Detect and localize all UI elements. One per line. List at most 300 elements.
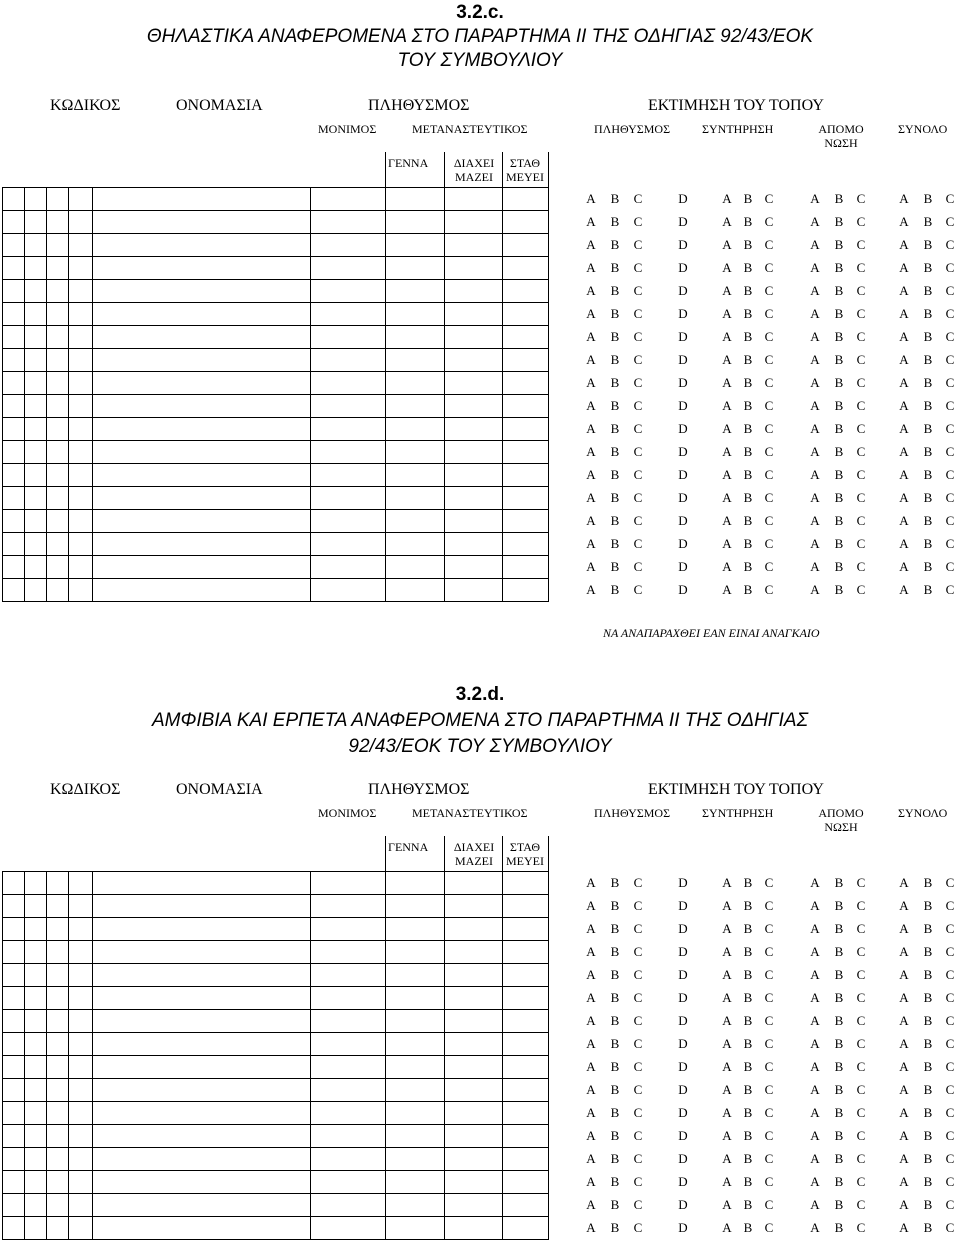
rating-option-c[interactable]: C: [633, 375, 643, 390]
rating-option-b[interactable]: B: [834, 1174, 844, 1189]
blank-cell[interactable]: [385, 963, 444, 986]
blank-cell[interactable]: [92, 532, 310, 555]
rating-option-b[interactable]: B: [923, 490, 933, 505]
blank-cell[interactable]: [444, 1124, 502, 1147]
rating-option-b[interactable]: B: [743, 536, 753, 551]
blank-cell[interactable]: [2, 509, 24, 532]
blank-cell[interactable]: [68, 1101, 92, 1124]
blank-cell[interactable]: [444, 348, 502, 371]
blank-cell[interactable]: [24, 210, 46, 233]
rating-option-c[interactable]: C: [764, 214, 774, 229]
blank-cell[interactable]: [502, 1078, 548, 1101]
rating-option-c[interactable]: C: [633, 513, 643, 528]
blank-cell[interactable]: [444, 871, 502, 894]
rating-option-a[interactable]: A: [586, 1105, 596, 1120]
rating-option-b[interactable]: B: [610, 1013, 620, 1028]
rating-option-b[interactable]: B: [610, 513, 620, 528]
blank-cell[interactable]: [502, 894, 548, 917]
rating-option-a[interactable]: A: [899, 967, 909, 982]
rating-option-b[interactable]: B: [923, 306, 933, 321]
rating-option-b[interactable]: B: [923, 329, 933, 344]
blank-cell[interactable]: [444, 509, 502, 532]
blank-cell[interactable]: [92, 1193, 310, 1216]
blank-cell[interactable]: [385, 256, 444, 279]
rating-option-a[interactable]: A: [810, 990, 820, 1005]
rating-option-a[interactable]: A: [810, 559, 820, 574]
rating-option-c[interactable]: C: [764, 1036, 774, 1051]
rating-option-c[interactable]: C: [764, 283, 774, 298]
blank-cell[interactable]: [92, 440, 310, 463]
blank-cell[interactable]: [92, 871, 310, 894]
blank-cell[interactable]: [2, 233, 24, 256]
blank-cell[interactable]: [310, 1032, 385, 1055]
rating-option-a[interactable]: A: [586, 1174, 596, 1189]
rating-option-a[interactable]: A: [722, 352, 732, 367]
rating-option-a[interactable]: A: [810, 375, 820, 390]
rating-option-d[interactable]: D: [678, 1105, 688, 1120]
rating-option-c[interactable]: C: [764, 1220, 774, 1235]
rating-option-b[interactable]: B: [923, 1059, 933, 1074]
rating-option-b[interactable]: B: [834, 898, 844, 913]
blank-cell[interactable]: [444, 486, 502, 509]
rating-option-b[interactable]: B: [923, 921, 933, 936]
blank-cell[interactable]: [92, 1032, 310, 1055]
blank-cell[interactable]: [24, 302, 46, 325]
rating-option-b[interactable]: B: [610, 490, 620, 505]
rating-option-c[interactable]: C: [945, 944, 955, 959]
rating-option-a[interactable]: A: [586, 1151, 596, 1166]
rating-option-a[interactable]: A: [722, 898, 732, 913]
rating-option-a[interactable]: A: [722, 1059, 732, 1074]
rating-option-c[interactable]: C: [856, 1220, 866, 1235]
rating-option-a[interactable]: A: [899, 875, 909, 890]
blank-cell[interactable]: [310, 963, 385, 986]
rating-option-d[interactable]: D: [678, 944, 688, 959]
blank-cell[interactable]: [46, 1147, 68, 1170]
rating-option-b[interactable]: B: [834, 967, 844, 982]
blank-cell[interactable]: [46, 1009, 68, 1032]
blank-cell[interactable]: [502, 463, 548, 486]
blank-cell[interactable]: [2, 555, 24, 578]
blank-cell[interactable]: [46, 509, 68, 532]
rating-option-a[interactable]: A: [810, 944, 820, 959]
rating-option-c[interactable]: C: [945, 237, 955, 252]
rating-option-a[interactable]: A: [810, 536, 820, 551]
rating-option-c[interactable]: C: [764, 375, 774, 390]
rating-option-b[interactable]: B: [610, 536, 620, 551]
rating-option-b[interactable]: B: [923, 582, 933, 597]
rating-option-a[interactable]: A: [586, 967, 596, 982]
rating-option-a[interactable]: A: [899, 944, 909, 959]
blank-cell[interactable]: [502, 578, 548, 601]
rating-option-b[interactable]: B: [923, 875, 933, 890]
rating-option-c[interactable]: C: [633, 1105, 643, 1120]
rating-option-c[interactable]: C: [945, 352, 955, 367]
rating-option-a[interactable]: A: [586, 237, 596, 252]
blank-cell[interactable]: [310, 1009, 385, 1032]
blank-cell[interactable]: [24, 394, 46, 417]
blank-cell[interactable]: [385, 233, 444, 256]
rating-option-b[interactable]: B: [743, 283, 753, 298]
blank-cell[interactable]: [2, 963, 24, 986]
rating-option-c[interactable]: C: [856, 260, 866, 275]
rating-option-b[interactable]: B: [834, 944, 844, 959]
rating-option-c[interactable]: C: [633, 990, 643, 1005]
rating-option-b[interactable]: B: [923, 1105, 933, 1120]
blank-cell[interactable]: [2, 1009, 24, 1032]
rating-option-d[interactable]: D: [678, 398, 688, 413]
rating-option-a[interactable]: A: [899, 921, 909, 936]
rating-option-a[interactable]: A: [722, 1197, 732, 1212]
rating-option-b[interactable]: B: [610, 1197, 620, 1212]
rating-option-c[interactable]: C: [633, 898, 643, 913]
blank-cell[interactable]: [24, 917, 46, 940]
rating-option-a[interactable]: A: [722, 214, 732, 229]
blank-cell[interactable]: [92, 371, 310, 394]
rating-option-c[interactable]: C: [633, 260, 643, 275]
blank-cell[interactable]: [502, 394, 548, 417]
rating-option-c[interactable]: C: [945, 536, 955, 551]
blank-cell[interactable]: [310, 325, 385, 348]
blank-cell[interactable]: [385, 1055, 444, 1078]
rating-option-b[interactable]: B: [610, 375, 620, 390]
blank-cell[interactable]: [46, 1101, 68, 1124]
blank-cell[interactable]: [92, 279, 310, 302]
blank-cell[interactable]: [385, 1124, 444, 1147]
blank-cell[interactable]: [24, 1147, 46, 1170]
rating-option-a[interactable]: A: [899, 1105, 909, 1120]
rating-option-a[interactable]: A: [899, 467, 909, 482]
blank-cell[interactable]: [92, 1101, 310, 1124]
blank-cell[interactable]: [24, 963, 46, 986]
rating-option-b[interactable]: B: [610, 191, 620, 206]
rating-option-a[interactable]: A: [722, 306, 732, 321]
rating-option-c[interactable]: C: [633, 1151, 643, 1166]
rating-option-a[interactable]: A: [810, 1013, 820, 1028]
rating-option-b[interactable]: B: [743, 1174, 753, 1189]
rating-option-d[interactable]: D: [678, 1174, 688, 1189]
rating-option-a[interactable]: A: [899, 990, 909, 1005]
blank-cell[interactable]: [310, 1216, 385, 1239]
rating-option-a[interactable]: A: [810, 467, 820, 482]
blank-cell[interactable]: [385, 555, 444, 578]
rating-option-b[interactable]: B: [743, 1036, 753, 1051]
rating-option-c[interactable]: C: [764, 1174, 774, 1189]
rating-option-b[interactable]: B: [743, 260, 753, 275]
rating-option-c[interactable]: C: [856, 191, 866, 206]
rating-option-b[interactable]: B: [923, 352, 933, 367]
rating-option-a[interactable]: A: [810, 421, 820, 436]
rating-option-a[interactable]: A: [899, 260, 909, 275]
blank-cell[interactable]: [46, 555, 68, 578]
blank-cell[interactable]: [385, 986, 444, 1009]
rating-option-a[interactable]: A: [586, 444, 596, 459]
rating-option-c[interactable]: C: [945, 375, 955, 390]
blank-cell[interactable]: [444, 555, 502, 578]
rating-option-c[interactable]: C: [945, 283, 955, 298]
rating-option-b[interactable]: B: [834, 559, 844, 574]
blank-cell[interactable]: [444, 532, 502, 555]
blank-cell[interactable]: [444, 1216, 502, 1239]
rating-option-b[interactable]: B: [743, 237, 753, 252]
rating-option-b[interactable]: B: [834, 921, 844, 936]
rating-option-a[interactable]: A: [586, 329, 596, 344]
rating-option-a[interactable]: A: [899, 1128, 909, 1143]
blank-cell[interactable]: [46, 463, 68, 486]
blank-cell[interactable]: [502, 1055, 548, 1078]
blank-cell[interactable]: [502, 233, 548, 256]
blank-cell[interactable]: [444, 233, 502, 256]
blank-cell[interactable]: [502, 1216, 548, 1239]
blank-cell[interactable]: [24, 1101, 46, 1124]
rating-option-c[interactable]: C: [633, 1128, 643, 1143]
blank-cell[interactable]: [2, 1170, 24, 1193]
rating-option-a[interactable]: A: [899, 1197, 909, 1212]
blank-cell[interactable]: [502, 348, 548, 371]
blank-cell[interactable]: [2, 325, 24, 348]
blank-cell[interactable]: [92, 1055, 310, 1078]
rating-option-b[interactable]: B: [610, 1059, 620, 1074]
rating-option-c[interactable]: C: [945, 1197, 955, 1212]
rating-option-a[interactable]: A: [722, 990, 732, 1005]
blank-cell[interactable]: [24, 371, 46, 394]
rating-option-c[interactable]: C: [945, 329, 955, 344]
blank-cell[interactable]: [385, 440, 444, 463]
rating-option-b[interactable]: B: [610, 467, 620, 482]
blank-cell[interactable]: [92, 348, 310, 371]
rating-option-a[interactable]: A: [899, 329, 909, 344]
rating-option-a[interactable]: A: [586, 467, 596, 482]
blank-cell[interactable]: [2, 463, 24, 486]
blank-cell[interactable]: [444, 917, 502, 940]
blank-cell[interactable]: [92, 917, 310, 940]
blank-cell[interactable]: [46, 940, 68, 963]
rating-option-b[interactable]: B: [743, 1220, 753, 1235]
blank-cell[interactable]: [2, 871, 24, 894]
rating-option-b[interactable]: B: [743, 191, 753, 206]
rating-option-c[interactable]: C: [764, 1197, 774, 1212]
blank-cell[interactable]: [92, 486, 310, 509]
rating-option-c[interactable]: C: [764, 513, 774, 528]
blank-cell[interactable]: [385, 210, 444, 233]
rating-option-a[interactable]: A: [722, 513, 732, 528]
rating-option-b[interactable]: B: [923, 1174, 933, 1189]
blank-cell[interactable]: [502, 1193, 548, 1216]
rating-option-a[interactable]: A: [586, 490, 596, 505]
rating-option-b[interactable]: B: [743, 1059, 753, 1074]
rating-option-c[interactable]: C: [633, 1036, 643, 1051]
blank-cell[interactable]: [24, 417, 46, 440]
rating-option-c[interactable]: C: [633, 1013, 643, 1028]
rating-option-b[interactable]: B: [610, 559, 620, 574]
blank-cell[interactable]: [68, 486, 92, 509]
rating-option-b[interactable]: B: [610, 329, 620, 344]
blank-cell[interactable]: [46, 233, 68, 256]
rating-option-b[interactable]: B: [923, 1013, 933, 1028]
rating-option-a[interactable]: A: [586, 513, 596, 528]
rating-option-b[interactable]: B: [923, 944, 933, 959]
rating-option-c[interactable]: C: [764, 944, 774, 959]
blank-cell[interactable]: [68, 1124, 92, 1147]
rating-option-b[interactable]: B: [923, 1036, 933, 1051]
blank-cell[interactable]: [68, 417, 92, 440]
rating-option-c[interactable]: C: [945, 559, 955, 574]
rating-option-a[interactable]: A: [810, 582, 820, 597]
blank-cell[interactable]: [2, 532, 24, 555]
rating-option-b[interactable]: B: [923, 898, 933, 913]
rating-option-b[interactable]: B: [610, 421, 620, 436]
rating-option-a[interactable]: A: [722, 1128, 732, 1143]
rating-option-b[interactable]: B: [743, 421, 753, 436]
rating-option-b[interactable]: B: [743, 214, 753, 229]
rating-option-a[interactable]: A: [586, 536, 596, 551]
rating-option-c[interactable]: C: [764, 444, 774, 459]
blank-cell[interactable]: [24, 1009, 46, 1032]
blank-cell[interactable]: [92, 233, 310, 256]
blank-cell[interactable]: [310, 440, 385, 463]
blank-cell[interactable]: [46, 894, 68, 917]
blank-cell[interactable]: [310, 986, 385, 1009]
blank-cell[interactable]: [385, 940, 444, 963]
rating-option-b[interactable]: B: [610, 444, 620, 459]
rating-option-b[interactable]: B: [610, 1128, 620, 1143]
rating-option-b[interactable]: B: [834, 1128, 844, 1143]
blank-cell[interactable]: [444, 894, 502, 917]
blank-cell[interactable]: [46, 963, 68, 986]
blank-cell[interactable]: [502, 963, 548, 986]
blank-cell[interactable]: [92, 578, 310, 601]
rating-option-b[interactable]: B: [610, 921, 620, 936]
blank-cell[interactable]: [92, 1147, 310, 1170]
rating-option-c[interactable]: C: [764, 398, 774, 413]
rating-option-c[interactable]: C: [633, 214, 643, 229]
blank-cell[interactable]: [310, 210, 385, 233]
rating-option-b[interactable]: B: [743, 582, 753, 597]
blank-cell[interactable]: [68, 871, 92, 894]
rating-option-b[interactable]: B: [743, 490, 753, 505]
rating-option-d[interactable]: D: [678, 490, 688, 505]
rating-option-d[interactable]: D: [678, 921, 688, 936]
rating-option-a[interactable]: A: [586, 260, 596, 275]
blank-cell[interactable]: [92, 986, 310, 1009]
rating-option-a[interactable]: A: [586, 1220, 596, 1235]
rating-option-a[interactable]: A: [722, 1174, 732, 1189]
rating-option-c[interactable]: C: [856, 967, 866, 982]
blank-cell[interactable]: [68, 233, 92, 256]
rating-option-a[interactable]: A: [810, 1151, 820, 1166]
rating-option-c[interactable]: C: [945, 260, 955, 275]
blank-cell[interactable]: [444, 256, 502, 279]
rating-option-a[interactable]: A: [899, 237, 909, 252]
rating-option-d[interactable]: D: [678, 444, 688, 459]
rating-option-d[interactable]: D: [678, 898, 688, 913]
blank-cell[interactable]: [502, 1170, 548, 1193]
rating-option-c[interactable]: C: [764, 1013, 774, 1028]
blank-cell[interactable]: [68, 440, 92, 463]
rating-option-a[interactable]: A: [586, 214, 596, 229]
rating-option-a[interactable]: A: [586, 375, 596, 390]
blank-cell[interactable]: [46, 486, 68, 509]
blank-cell[interactable]: [444, 940, 502, 963]
rating-option-a[interactable]: A: [810, 1036, 820, 1051]
rating-option-b[interactable]: B: [923, 1197, 933, 1212]
blank-cell[interactable]: [46, 279, 68, 302]
blank-cell[interactable]: [502, 210, 548, 233]
rating-option-c[interactable]: C: [856, 1197, 866, 1212]
rating-option-c[interactable]: C: [945, 421, 955, 436]
blank-cell[interactable]: [502, 187, 548, 210]
rating-option-c[interactable]: C: [764, 990, 774, 1005]
blank-cell[interactable]: [385, 1170, 444, 1193]
blank-cell[interactable]: [46, 417, 68, 440]
rating-option-b[interactable]: B: [743, 898, 753, 913]
blank-cell[interactable]: [68, 302, 92, 325]
blank-cell[interactable]: [24, 532, 46, 555]
rating-option-d[interactable]: D: [678, 513, 688, 528]
blank-cell[interactable]: [2, 1193, 24, 1216]
blank-cell[interactable]: [2, 578, 24, 601]
blank-cell[interactable]: [444, 1078, 502, 1101]
blank-cell[interactable]: [92, 940, 310, 963]
blank-cell[interactable]: [310, 256, 385, 279]
rating-option-a[interactable]: A: [722, 329, 732, 344]
rating-option-c[interactable]: C: [945, 306, 955, 321]
rating-option-c[interactable]: C: [633, 467, 643, 482]
rating-option-c[interactable]: C: [945, 898, 955, 913]
rating-option-a[interactable]: A: [810, 898, 820, 913]
rating-option-a[interactable]: A: [899, 421, 909, 436]
rating-option-d[interactable]: D: [678, 329, 688, 344]
blank-cell[interactable]: [24, 233, 46, 256]
blank-cell[interactable]: [92, 463, 310, 486]
rating-option-b[interactable]: B: [610, 1036, 620, 1051]
rating-option-a[interactable]: A: [586, 875, 596, 890]
rating-option-b[interactable]: B: [743, 398, 753, 413]
blank-cell[interactable]: [68, 394, 92, 417]
rating-option-b[interactable]: B: [743, 1013, 753, 1028]
blank-cell[interactable]: [68, 578, 92, 601]
rating-option-c[interactable]: C: [945, 1105, 955, 1120]
blank-cell[interactable]: [46, 302, 68, 325]
rating-option-a[interactable]: A: [722, 944, 732, 959]
rating-option-c[interactable]: C: [633, 1059, 643, 1074]
blank-cell[interactable]: [68, 1032, 92, 1055]
rating-option-c[interactable]: C: [764, 352, 774, 367]
rating-option-a[interactable]: A: [899, 1151, 909, 1166]
blank-cell[interactable]: [310, 463, 385, 486]
rating-option-c[interactable]: C: [633, 875, 643, 890]
rating-option-a[interactable]: A: [810, 444, 820, 459]
blank-cell[interactable]: [68, 986, 92, 1009]
rating-option-a[interactable]: A: [810, 967, 820, 982]
rating-option-c[interactable]: C: [945, 990, 955, 1005]
blank-cell[interactable]: [310, 917, 385, 940]
rating-option-d[interactable]: D: [678, 1151, 688, 1166]
rating-option-a[interactable]: A: [722, 1036, 732, 1051]
rating-option-a[interactable]: A: [899, 191, 909, 206]
blank-cell[interactable]: [2, 1055, 24, 1078]
rating-option-b[interactable]: B: [743, 875, 753, 890]
rating-option-c[interactable]: C: [633, 1174, 643, 1189]
blank-cell[interactable]: [68, 187, 92, 210]
rating-option-a[interactable]: A: [810, 1197, 820, 1212]
rating-option-c[interactable]: C: [945, 513, 955, 528]
rating-option-b[interactable]: B: [834, 1105, 844, 1120]
blank-cell[interactable]: [502, 302, 548, 325]
rating-option-b[interactable]: B: [610, 875, 620, 890]
blank-cell[interactable]: [24, 578, 46, 601]
rating-option-b[interactable]: B: [610, 306, 620, 321]
